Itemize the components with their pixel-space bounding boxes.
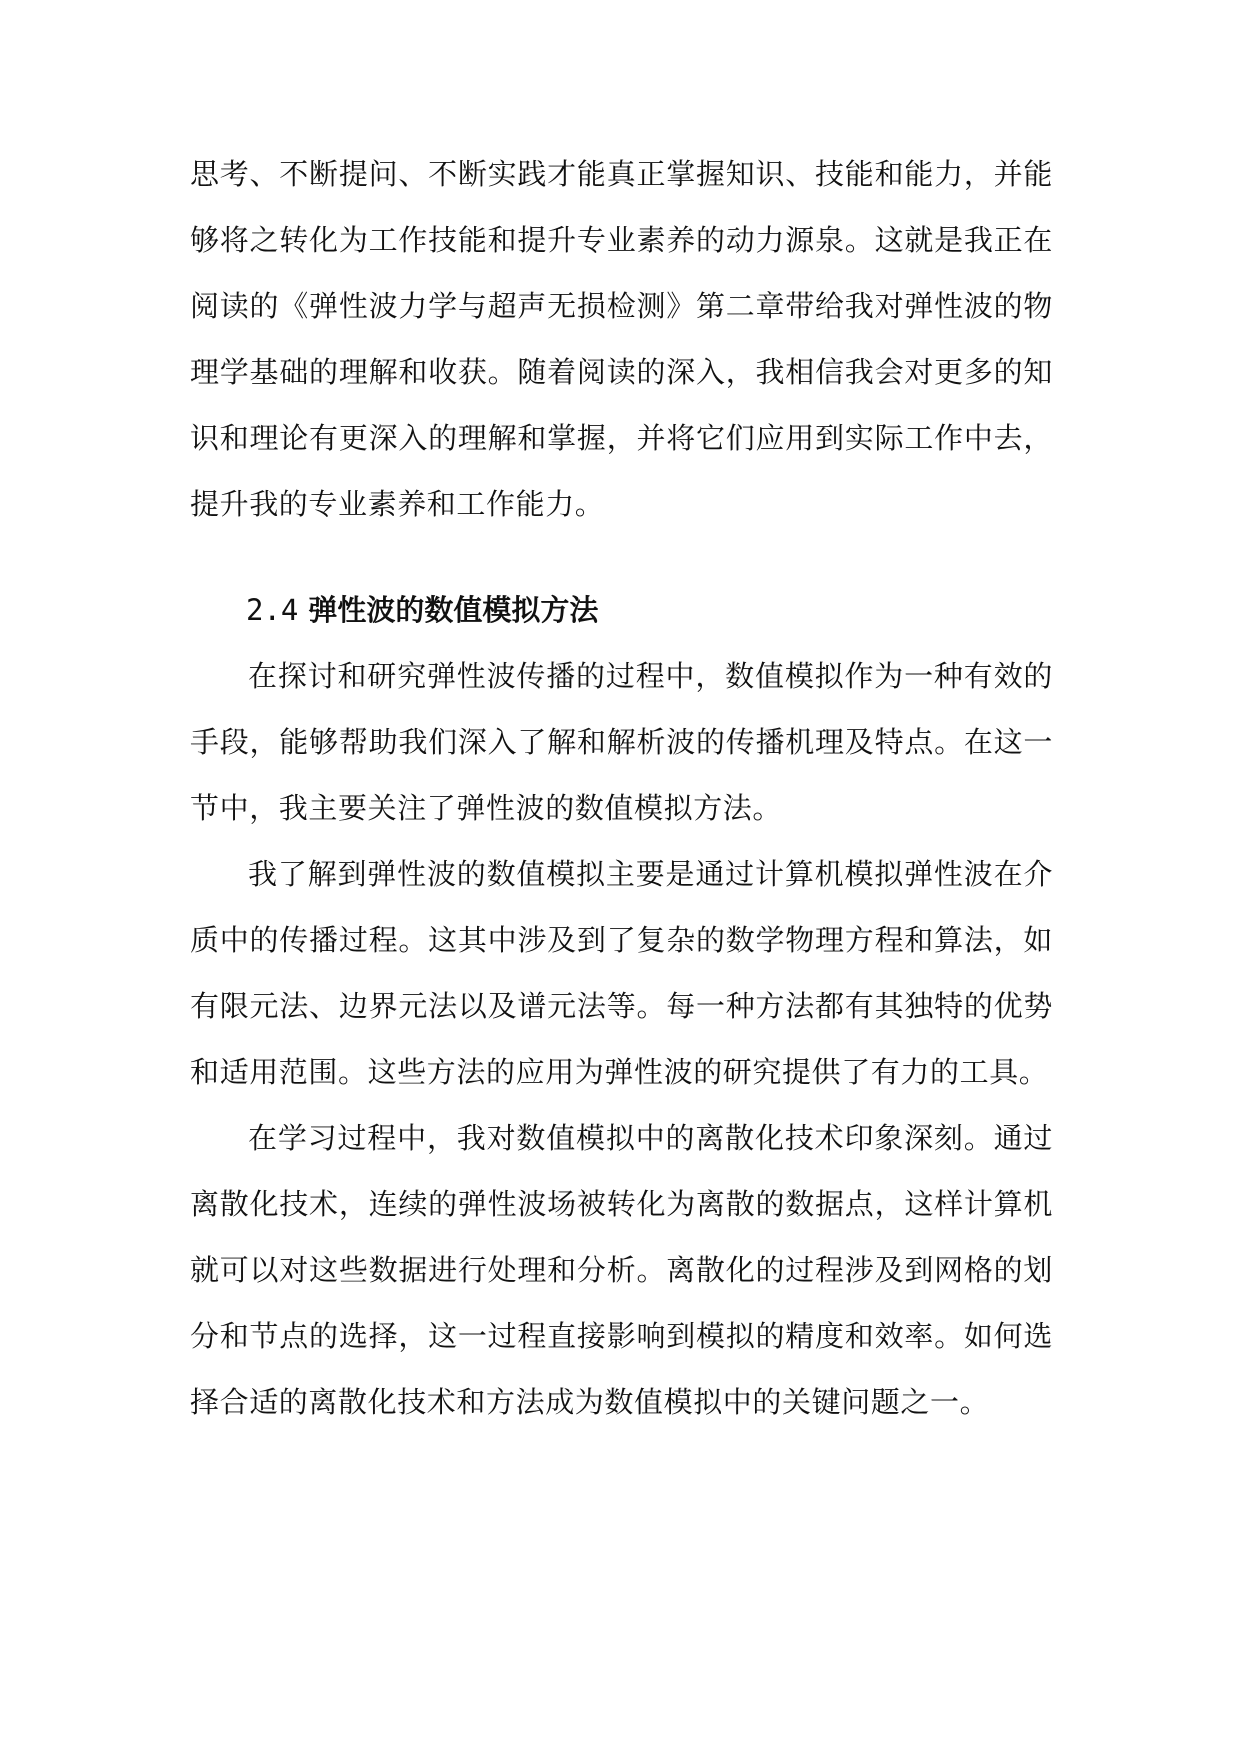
document-page	[190, 141, 1053, 1435]
section-title: 弹性波的数值模拟方法	[308, 593, 599, 627]
body-paragraph: 我了解到弹性波的数值模拟主要是通过计算机模拟弹性波在介质中的传播过程。这其中涉及到了复杂的数学物理方程和算法，如有限元法、边界元法以及谱元法等。每一种方法都有其独特的优势和适用范围。这些方法的应用为弹性波的研究提供了有力的工具。	[190, 857, 1053, 1089]
section-number: 2.4	[246, 593, 299, 627]
body-paragraph: 在学习过程中，我对数值模拟中的离散化技术印象深刻。通过离散化技术，连续的弹性波场被转化为离散的数据点，这样计算机就可以对这些数据进行处理和分析。离散化的过程涉及到网格的划分和节点的选择，这一过程直接影响到模拟的精度和效率。如何选择合适的离散化技术和方法成为数值模拟中的关键问题之一。	[190, 1121, 1053, 1419]
section-heading	[190, 577, 1053, 643]
body-paragraph: 在探讨和研究弹性波传播的过程中，数值模拟作为一种有效的手段，能够帮助我们深入了解和解析波的传播机理及特点。在这一节中，我主要关注了弹性波的数值模拟方法。	[190, 659, 1053, 825]
body-paragraph: 思考、不断提问、不断实践才能真正掌握知识、技能和能力，并能够将之转化为工作技能和提升专业素养的动力源泉。这就是我正在阅读的《弹性波力学与超声无损检测》第二章带给我对弹性波的物理学基础的理解和收获。随着阅读的深入，我相信我会对更多的知识和理论有更深入的理解和掌握，并将它们应用到实际工作中去，提升我的专业素养和工作能力。	[190, 157, 1053, 521]
